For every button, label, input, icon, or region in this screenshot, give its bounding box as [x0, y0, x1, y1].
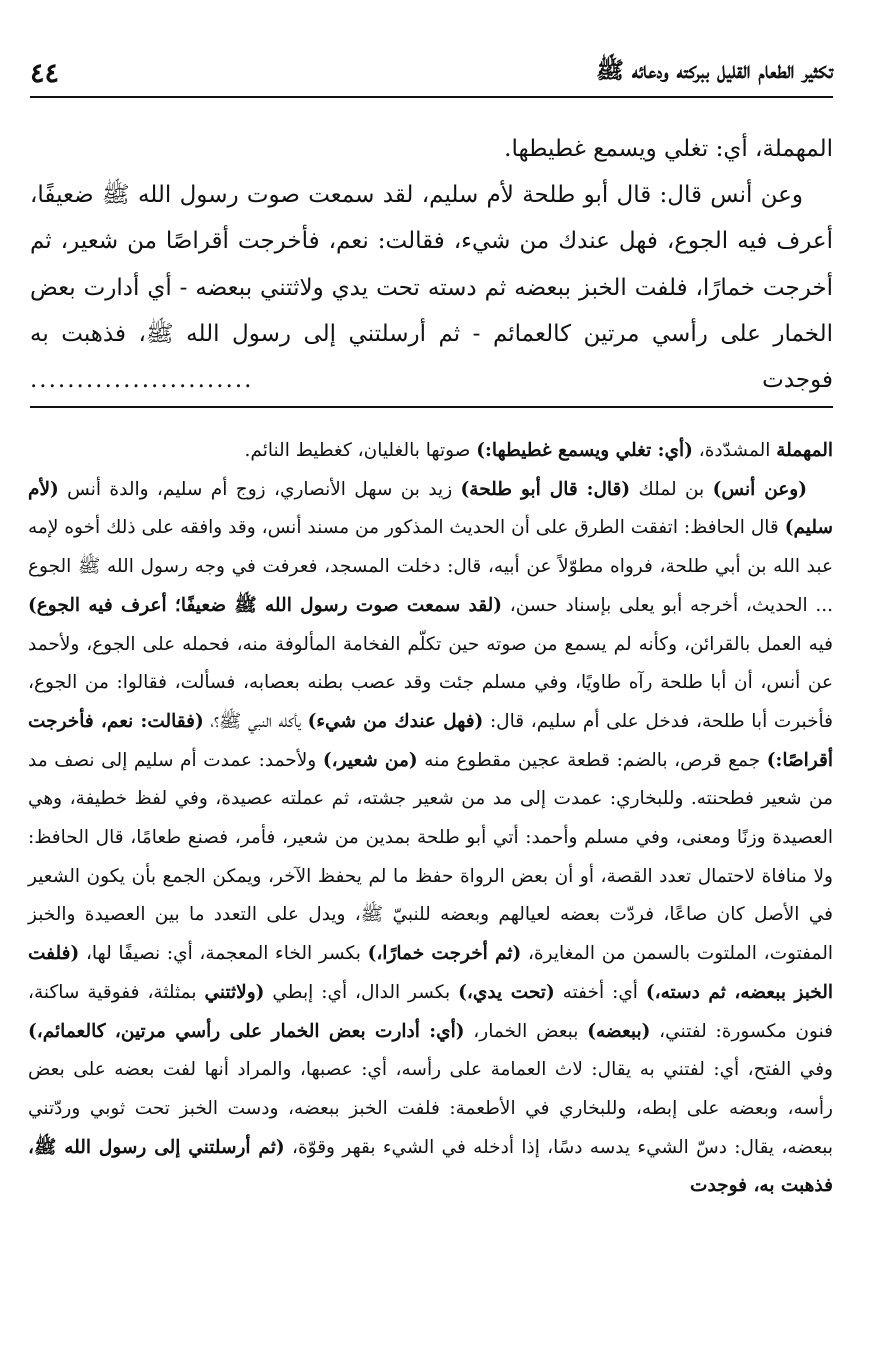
ellipsis-dots: ........................: [30, 367, 254, 394]
commentary-paragraph: [28, 471, 833, 1206]
commentary-gloss: فيه العمل بالقرائن، وكأنه لم يسمع من صوته حين تكلّم الفخامة المألوفة منه، فحمله على الجوع، ولأحمد عن أنس، أن أبا طلحة رآه طاويًا، وفي مسلم جئت وقد عصب بطنه بعصابه، فسألت، فقالوا: من الجوع، فأخبرت أبا طلحة، فدخل على أم سليم، قال:: [28, 633, 833, 732]
commentary-quote: (فقالت: نعم، فأخرجت أقراصًا:): [28, 710, 833, 771]
commentary-gloss: بمثلثة، ففوقية ساكنة، فنون مكسورة: لفتني،: [28, 981, 833, 1042]
commentary-quote: (ولاثتني: [204, 981, 265, 1003]
commentary-gloss: زيد بن سهل الأنصاري، زوج أم سليم، والدة أنس: [58, 478, 461, 500]
commentary-gloss: جمع قرص، بالضم: قطعة عجين مقطوع منه: [417, 749, 767, 771]
commentary-quote: (ببعضه): [587, 1020, 651, 1042]
commentary-gloss: بكسر الخاء المعجمة، أي: نصيفًا لها،: [79, 943, 368, 965]
commentary-gloss: أي: أخفته: [554, 981, 646, 1003]
commentary-gloss: بن لملك: [630, 478, 713, 500]
commentary-quote: (وعن أنس): [712, 478, 807, 500]
commentary-gloss: صوتها بالغليان، كغطيط النائم.: [244, 440, 477, 461]
commentary-paragraph: [28, 432, 833, 471]
commentary-quote: (ثم أرسلتني إلى رسول الله ﷺ، فذهبت به، فوجدت: [28, 1136, 833, 1197]
commentary-quote: المهملة: [776, 440, 833, 461]
commentary-quote: (قال: قال أبو طلحة): [460, 478, 631, 500]
main-line: المهملة، أي: تغلي ويسمع غطيطها.: [504, 136, 833, 162]
main-text: [30, 126, 833, 403]
commentary-gloss: المشدّدة،: [692, 440, 777, 461]
commentary-gloss: قال الحافظ: اتفقت الطرق على أن الحديث المذكور من مسند أنس، وقد وافقه على ذلك أخوه لإمه عبد الله بن أبي طلحة، فرواه مطوّلاً عن أبيه، قال: دخلت المسجد، فعرفت في وجه رسول الله ﷺ الجوع ... الحديث، أخرجه أبو يعلى بإسناد حسن،: [28, 517, 833, 616]
commentary-quote: (تحت يدي،): [458, 981, 555, 1003]
commentary-quote: (أي: تغلي ويسمع غطيطها:): [476, 440, 693, 461]
footnote-divider: [30, 406, 833, 408]
commentary-gloss: ببعض الخمار،: [464, 1020, 588, 1042]
commentary-quote: (فهل عندك من شيء): [307, 710, 484, 732]
commentary-gloss: ولأحمد: عمدت أم سليم إلى نصف مد من شعير فطحنته. وللبخاري: عمدت إلى مد من شعير جشته، ثم عملته عصيدة، وفي لفظ خطيفة، وهي العصيدة وزنًا ومعنى، وفي مسلم وأحمد: أتي أبو طلحة بمدين من شعير، فأمر، فصنع طعامًا، قال الحافظ: ولا منافاة لاحتمال تعدد القصة، أو أن بعض الرواة حفظ ما لم يحفظ الآخر، ويمكن الجمع بأن يكون الشعير في الأصل كان صاعًا، فردّت بعضه لعيالهم وبعضه للنبيّ ﷺ، ويدل على التعدد ما بين العصيدة والخبز المفتوت، الملتوت بالسمن من المغايرة،: [28, 749, 834, 965]
main-paragraph: وعن أنس قال: قال أبو طلحة لأم سليم، لقد سمعت صوت رسول الله ﷺ ضعيفًا، أعرف فيه الجوع، فهل عندك من شيء، فقالت: نعم، فأخرجت أقراصًا من شعير، ثم أخرجت خمارًا، فلفت الخبز ببعضه ثم دسته تحت يدي ولاثتني ببعضه - أي أدارت بعض الخمار على رأسي مرتين كالعمائم - ثم أرسلتني إلى رسول الله ﷺ، فذهبت به فوجدت: [30, 182, 833, 394]
header-title: تكثير الطعام القليل ببركته ودعائه ﷺ: [596, 57, 833, 84]
commentary-quote: (ثم أخرجت خمارًا،): [367, 943, 522, 965]
commentary-quote: (أي: أدارت بعض الخمار على رأسي مرتين، كالعمائم،): [28, 1020, 465, 1042]
commentary-gloss: وفي الفتح، أي: لفتني به يقال: لاث العمامة على رأسه، أي: عصبها، والمراد أنها لفت بعضه على بعض رأسه، وبعضه على إبطه، وللبخاري في الأطعمة: فلفت الخبز ببعضه، ودست الخبز تحت ثوبي وردّتني ببعضه، يقال: دسّ الشيء يدسه دسًا، إذا أدخله في الشيء بقهر وقوّة،: [28, 1059, 833, 1158]
page-number: ٤٤: [30, 57, 60, 89]
commentary-text: [28, 432, 833, 1206]
commentary-gloss: بكسر الدال، أي: إبطي: [264, 981, 459, 1003]
commentary-quote: (لأم سليم): [28, 478, 833, 539]
commentary-quote: (فلفت الخبز ببعضه، ثم دسته،): [28, 943, 834, 1003]
page-header: [30, 50, 833, 98]
commentary-quote: (لقد سمعت صوت رسول الله ﷺ ضعيفًا؛ أعرف فيه الجوع): [28, 594, 502, 616]
commentary-quote: (من شعير،): [322, 749, 418, 771]
commentary-gloss: يأكله النبي ﷺ؟،: [203, 710, 308, 732]
